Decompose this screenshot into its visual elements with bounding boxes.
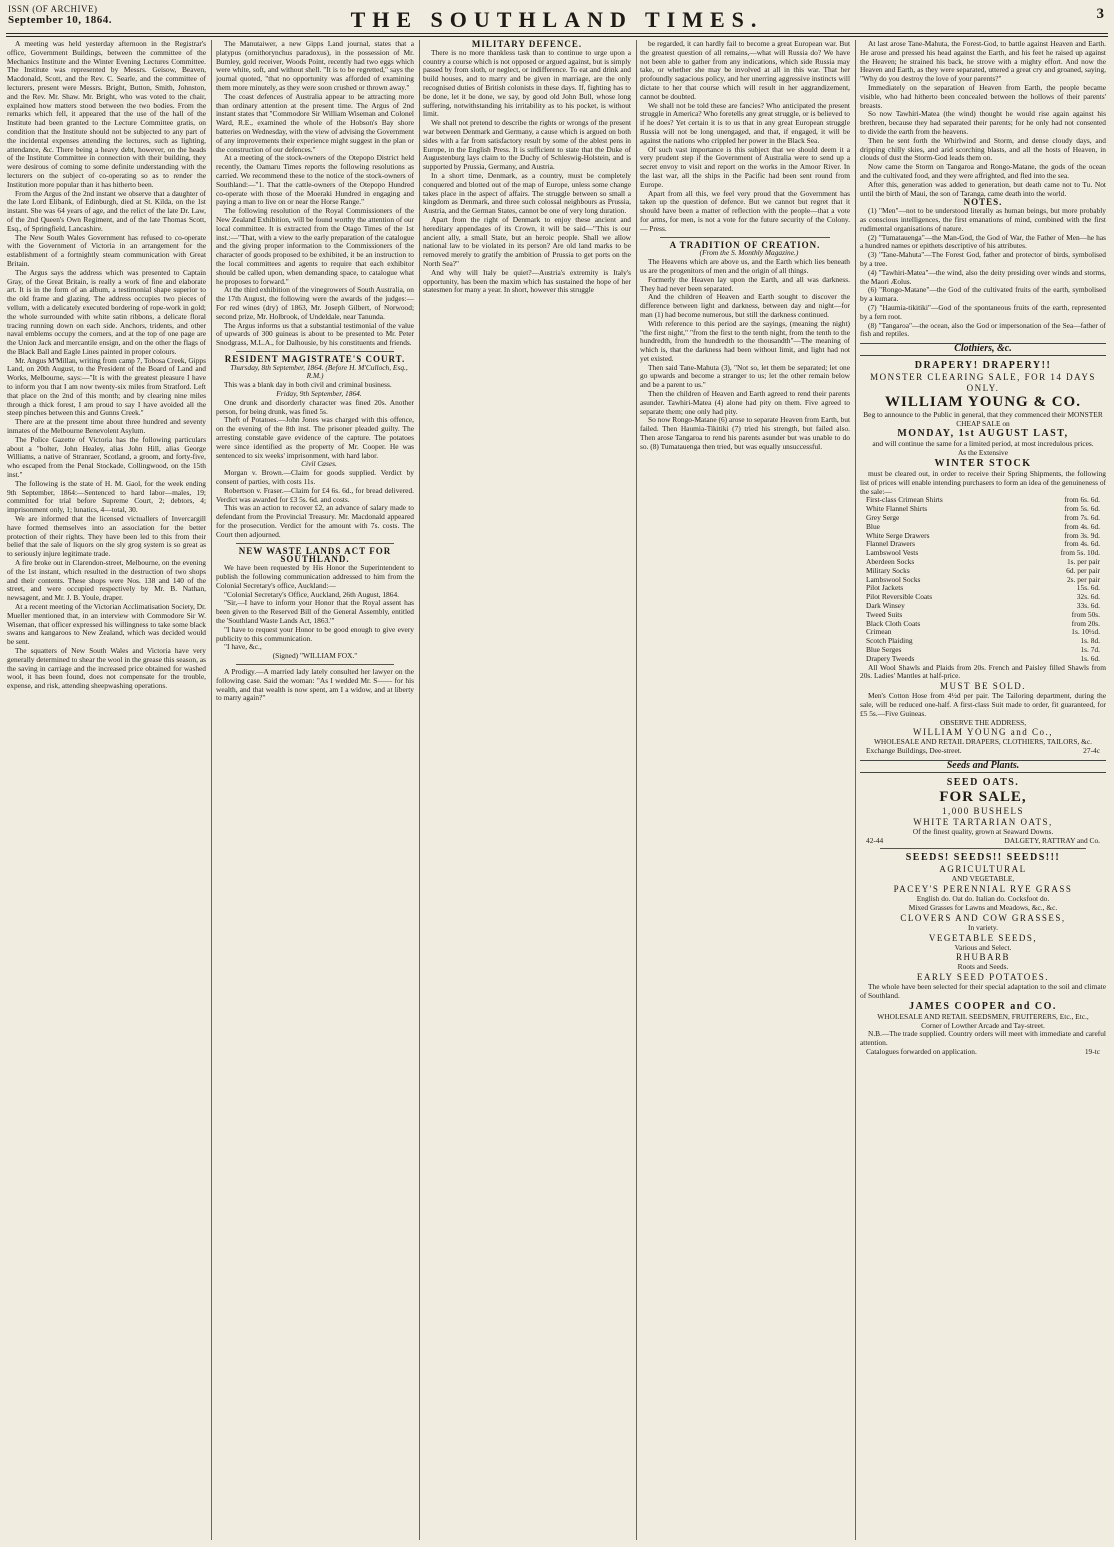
ad-reference: 27-4c	[1083, 746, 1100, 756]
article-paragraph: We shall not pretend to describe the rights or wrongs of the present war between Denmark and Germany, a cause which is argued on both sides with a far from satisfactory result by some of the ablest pens in Europe, in the English Press. It is sufficient to state that the Duke of Augustenburg lays claim to the Duchy of Schleswig-Holstein, and is supported by Prussia, Germany, and Austria.	[423, 118, 631, 172]
news-paragraph: At the third exhibition of the vinegrowers of South Australia, on the 17th August, the following were the awards of the judges:—For red wines (dry) of 1863, Mr. Joseph Gilbert, of Norwood; second prize, Mr. Holbrook, of Undeldale, near Tanunda.	[216, 285, 414, 321]
column-3	[423, 40, 631, 1540]
article-paragraph: And why will Italy be quiet?—Austria's extremity is Italy's opportunity, has been the maxim which has sustained the hope of her statesmen for many a year. In short, however this struggle	[423, 267, 631, 295]
article-paragraph: Then said Tane-Mahuta (3), "Not so, let them be separated; let one go upwards and become a stranger to us; let the other remain below and be a parent to us."	[640, 362, 850, 390]
price-item-price: from 20s.	[1071, 618, 1100, 628]
price-item-price: from 5s. 10d.	[1060, 548, 1100, 558]
price-item-price: from 4s. 6d.	[1064, 539, 1100, 549]
note: (7) "Haumia-tikitiki"—God of the spontaneous fruits of the earth, represented by a fern root.	[860, 302, 1106, 321]
ad-headline: DRAPERY! DRAPERY!!	[914, 359, 1052, 371]
news-paragraph: A fire broke out in Clarendon-street, Melbourne, on the evening of the 1st instant, which resulted in the destruction of two shops and their contents. These shops were Nos. 138 and 140 of the street, and were occupied respectively by Mr. B. Nathan, newsagent, and Mr. J. B. Youle, draper.	[7, 558, 206, 603]
news-paragraph: From the Argus of the 2nd instant we observe that a daughter of the late Lord Elibank, of Edinburgh, died at St. Kilda, on the 1st instant. She was 64 years of age, and the relict of the late Dr. Law, of the 2nd Queen's Own Regiment, and of the late Thomas Scott, Esq., of Springfield, Lancashire.	[7, 188, 206, 233]
ad-date: MONDAY, 1st AUGUST LAST,	[897, 428, 1069, 440]
price-item-price: 33s. 6d.	[1076, 601, 1100, 611]
section-subheading: Friday, 9th September, 1864.	[276, 389, 362, 399]
masthead-rule	[6, 33, 1108, 37]
ad-text: and will continue the same for a limited period, at most incredulous prices.	[872, 439, 1094, 449]
section-heading: NEW WASTE LANDS ACT FOR SOUTHLAND.	[238, 545, 392, 565]
news-paragraph: Theft of Potatoes.—John Jones was charged with this offence, on the evening of the 8th inst. The prisoner pleaded guilty. The arresting constable gave evidence of the capture. The potatoes were since identified as the property of Mr. Cooper. He was sentenced to six weeks' imprisonment, with hard labor.	[216, 415, 414, 460]
ad-catalogue: Catalogues forwarded on application.	[866, 1046, 977, 1056]
news-paragraph: The coast defences of Australia appear to be attracting more than ordinary attention at the present time. The Argus of 2nd instant states that "Commodore Sir William Wiseman and Colonel Ward, R.E., examined the whole of the Hobson's Bay shore batteries on Wednesday, with the view of advising the Government of any improvements their experience might suggest in the plan or the construction of our defences."	[216, 91, 414, 154]
ad-text: All Wool Shawls and Plaids from 20s. French and Paisley filled Shawls from 20s. Ladies' Mantles at half-price.	[860, 662, 1106, 681]
ad-text: Men's Cotton Hose from 4½d per pair. The Tailoring department, during the sale, will be reduced one-half. A first-class Suit made to order, fit guaranteed, for £5 5s.—Five Guineas.	[860, 691, 1106, 718]
news-paragraph: Mr. Angus M'Millan, writing from camp 7, Tobosa Creek, Gipps Land, on 20th August, to the President of the Board of Land and Works, Melbourne, says:—"It is with the greatest pleasure I have to inform you that I am now twenty-six miles from Stratford. Left that place on the 2nd of this month; and by clearing nine miles through a thick forest, I am proud to say I have avoided all the steep pinches between this and Gunns Creek."	[7, 355, 206, 418]
price-item-name: Flannel Drawers	[866, 539, 916, 549]
article-paragraph: There is no more thankless task than to continue to urge upon a country a course which is not opposed or argued against, but is simply passed by from sloth, or neglect, or indifference. To eat and drink and build houses, and to marry and be given in marriage, are the only recognised duties of British colonists in these days. If, fighting has to be done, let it be done, we say, by good old John Bull, whose long suffering, notwithstanding his irritability as to his pocket, is without limit.	[423, 47, 631, 119]
note: (1) "Men"—not to be understood literally as human beings, but more probably as conscious intelligences, the first emanations of mind, combined with the first rudimental organisations of nature.	[860, 206, 1106, 233]
news-paragraph: The squatters of New South Wales and Victoria have very generally determined to shear the wool in the grease this season, as the saving in carriage and the increased price obtained for washed wool, it has been found, does not compensate for the trouble, expense, and risk, attending sheepwashing operations.	[7, 645, 206, 691]
ad-line: Various and Select.	[954, 942, 1012, 952]
section-heading: RESIDENT MAGISTRATE'S COURT.	[224, 353, 406, 364]
article-paragraph: The Heavens which are above us, and the Earth which lies beneath us are the progenitors of men and the origin of all things.	[640, 257, 850, 275]
ad-reference: 19-tc	[1084, 1046, 1100, 1056]
news-paragraph: The Argus says the address which was presented to Captain Gray, of the Great Britain, is really a work of fine and elaborate art. It is in the form of an album, a testimonial shape superior to the old frame and glazing. The address occupies two pieces of vellum, with a delicately executed bordering of rope-work in gold; the whole surrounded with white satin ribbons, a delicate floral tracing running down on each side. Anchors, tridents, and other naval emblems occupy the corners, and at the top of one page are the Union Jack and mercantile ensign, and on the other the flags of the Black Ball and Eagle Lines painted in proper colours.	[7, 267, 206, 356]
newspaper-title: THE SOUTHLAND TIMES.	[350, 7, 764, 32]
ad-address: Corner of Lowther Arcade and Tay-street.	[921, 1020, 1045, 1030]
ad-firm-name-small: DALGETY, RATTRAY and Co.	[1004, 835, 1100, 845]
article-paragraph: Apart from all this, we feel very proud that the Government has taken up the question of defence. But we cannot but regret that it should have been a matter of reflection with the people—that a vote for arms, for men, is not a vote for the future security of the Colony. — Press.	[640, 188, 850, 233]
ad-category-clothiers: Clothiers, &c.	[860, 343, 1106, 356]
news-paragraph: We are informed that the licensed victuallers of Invercargill have formed themselves into an association for the better protection of their rights. They have been led to this from their belief that the sale of liquors on the sly grog system is so great as to seriously injure legitimate trade.	[7, 514, 206, 559]
signature-line: (Signed) "WILLIAM FOX."	[272, 651, 358, 661]
price-item-price: 32s. 6d.	[1076, 592, 1100, 602]
news-paragraph: A Prodigy.—A married lady lately consulted her lawyer on the following case. Said the woman: "As I wedded Mr. S—— for his wealth, and that wealth is now spent, am I a widow, and at liberty to marry again?"	[216, 666, 414, 703]
column-divider	[855, 40, 856, 1540]
ad-line: Mixed Grasses for Lawns and Meadows, &c., &c.	[908, 902, 1058, 912]
price-item-name: Crimean	[866, 627, 892, 637]
ad-line: Roots and Seeds.	[957, 962, 1009, 972]
news-paragraph: Morgan v. Brown.—Claim for goods supplied. Verdict by consent of parties, with costs 11s.	[216, 468, 414, 487]
news-paragraph: There are at the present time about three hundred and seventy inmates of the Melbourne Benevolent Asylum.	[7, 417, 206, 436]
ad-address: Exchange Buildings, Dee-street.	[866, 746, 962, 756]
ad-firm-row	[860, 837, 1106, 846]
note: (4) "Tawhiri-Matea"—the wind, also the deity presiding over winds and storms, the Maori Æolus.	[860, 267, 1106, 286]
news-paragraph: At a meeting of the stock-owners of the Otepopo District held recently, the Oamaru Times reports the following resolutions as carried. We recommend these to the notice of the stock-owners of Southland:—"1. That the cattle-owners of the Otepopo Hundred co-operate with those of the Moeraki Hundred in engaging and paying a man to live on or near the Horse Range."	[216, 153, 414, 207]
section-subheading: Civil Cases.	[301, 459, 337, 469]
ad-firm-name-small: WILLIAM YOUNG and Co.,	[913, 727, 1053, 738]
price-row	[860, 620, 1106, 629]
news-paragraph: The Argus informs us that a substantial testimonial of the value of upwards of 300 guineas is about to be presented to Mr. Peter Snodgrass, M.L.A., for Dalhousie, by his constituents and friends.	[216, 320, 414, 348]
page-number: 3	[1096, 6, 1104, 22]
news-paragraph: We have been requested by His Honor the Superintendent to publish the following communication addressed to him from the Colonial Secretary's office, Auckland:—	[216, 563, 414, 590]
article-heading: A TRADITION OF CREATION.	[669, 239, 821, 250]
news-paragraph: "Colonial Secretary's Office, Auckland, 26th August, 1864.	[224, 589, 399, 599]
issue-date: September 10, 1864.	[8, 14, 113, 26]
ad-line: CLOVERS AND COW GRASSES,	[900, 912, 1066, 923]
article-paragraph: Apart from the right of Denmark to enjoy these ancient and hereditary appendages of its Crown, it will be said—"This is our ancient ally, a small State, but an heroic people. Shall we allow national law to be violated in its person? Are old land marks to be removed merely to gratify the ambition of Prussia to get ports on the North Sea?"	[423, 214, 631, 268]
price-item-price: 6d. per pair	[1066, 565, 1100, 575]
article-paragraph: be regarded, it can hardly fail to become a great European war. But the greatest question of all remains,—what will Russia do? We have not been able to gather from any indications, which side Russia may take, or whether she may be involved at all in this war. That her profoundly sagacious policy, and her unerring aggressive instincts will dictate to her that course which will result in her aggrandizement, cannot be doubted.	[640, 40, 850, 101]
ad-catalogue-row	[860, 1048, 1106, 1057]
news-paragraph: This was a blank day in both civil and criminal business.	[224, 380, 392, 390]
price-item-price: 15s. 6d.	[1076, 583, 1100, 593]
article-paragraph: So now Rongo-Matane (6) arose to separate Heaven from Earth, but failed. Then Haumia-Tikitiki (7) tried his strength, but failed also. Then arose Tangaroa to rend his parents asunder but was unable to do so. (8) Tumatauenga then tried, but was equally unsuccessful.	[640, 415, 850, 451]
section-rule	[236, 664, 394, 665]
seeds-advertisement	[860, 852, 1106, 1056]
ad-line: AND VEGETABLE,	[951, 874, 1015, 884]
ad-headline: SEED OATS.	[946, 776, 1020, 788]
price-item-name: Pilot Reversible Coats	[866, 592, 933, 602]
article-paragraph: In a short time, Denmark, as a country, must be completely conquered and blotted out of the map of Europe, unless some change takes place in the aspect of affairs. The struggle between so small a kingdom as Denmark, and three such colossal neighbours as Prussia, Austria, and the German States, cannot be one of very long duration.	[423, 170, 631, 216]
column-divider	[636, 40, 637, 1540]
section-rule	[880, 848, 1086, 849]
price-item-name: Aberdeen Socks	[866, 557, 915, 567]
news-paragraph: The Manutaiwer, a new Gipps Land journal, states that a platypus (ornithorynchus paradoxus), in the possession of Mr. Bumley, gold receiver, Woods Point, recently had two eggs which were white, soft, and without shell. "It is to be regretted," says the journal quoted, "that no opportunity was afforded of examining them more minutely, as they were soon crushed or thrown away."	[216, 40, 414, 92]
ad-line: VEGETABLE SEEDS,	[928, 932, 1038, 943]
price-item-price: 2s. per pair	[1066, 574, 1100, 584]
ad-text: As the Extensive	[957, 448, 1009, 458]
price-item-price: from 3s. 9d.	[1064, 530, 1100, 540]
article-paragraph: And the children of Heaven and Earth sought to discover the difference between light and darkness, between day and night—for man (1) had become numerous, but still the darkness continued.	[640, 292, 850, 319]
price-item-name: Lambswool Socks	[866, 574, 921, 584]
price-item-price: from 50s.	[1071, 609, 1100, 619]
news-paragraph: The following resolution of the Royal Commissioners of the New Zealand Exhibition, will be found worthy the attention of our local committee. It is extracted from the Otago Times of the 1st inst.:—"That, with a view to the early preparation of the catalogue and the giving proper information to the Commissioners of the character of goods proposed to be exhibited, it be an instruction to the local committees and agents to require that each exhibitor should be called upon, when demanding space, to catalogue what he proposes to forward."	[216, 206, 414, 286]
section-rule	[236, 351, 394, 352]
article-paragraph: With reference to this period are the sayings, (meaning the night) "the first night," "from the first to the tenth night, from the tenth to the hundredth, from the hundredth to the thousandth"—The meaning of which is, that the darkness had been without limit, and light had not yet existed.	[640, 318, 850, 363]
ad-product: WHITE TARTARIAN OATS,	[913, 816, 1053, 827]
price-item-name: White Serge Drawers	[866, 530, 930, 540]
note: (2) "Tumatauenga"—the Man-God, the God of War, the Father of Men—he has a hundred names or epithets descriptive of his attributes.	[860, 232, 1106, 251]
column-1	[7, 40, 206, 1540]
ad-subheadline: MONSTER CLEARING SALE, FOR 14 DAYS ONLY.	[870, 371, 1096, 393]
article-source: (From the S. Monthly Magazine.)	[699, 248, 799, 258]
ad-address-row	[860, 747, 1106, 756]
ad-firm-description: WHOLESALE AND RETAIL DRAPERS, CLOTHIERS, TAILORS, &c.	[873, 737, 1093, 747]
news-paragraph: "Sir,—I have to inform your Honor that the Royal assent has been given to the Reserved Bill of the General Assembly, entitled the 'Southland Waste Lands Act, 1863.'"	[216, 598, 414, 625]
news-paragraph: The New South Wales Government has refused to co-operate with the Government of Victoria in an arrangement for the establishment of a fortnightly steam communication with Great Britain.	[7, 232, 206, 268]
news-paragraph: This was an action to recover £2, an advance of salary made to defendant from the Provincial Treasury. Mr. Macdonald appeared for the prosecution. Verdict for the amount with 7s. costs. The Court then adjourned.	[216, 503, 414, 539]
article-paragraph: Now came the Storm on Tangaroa and Rongo-Matane, the gods of the ocean and the cultivated food, and they were affrighted, and fled into the sea.	[860, 162, 1106, 180]
price-item-name: Tweed Suits	[866, 609, 903, 619]
news-paragraph: One drunk and disorderly character was fined 20s. Another person, for being drunk, was fined 5s.	[216, 397, 414, 416]
price-item-name: Pilot Jackets	[866, 583, 904, 593]
ad-text: The whole have been selected for their special adaptation to the soil and climate of Southland.	[860, 982, 1106, 1000]
price-item-price: from 4s. 6d.	[1064, 521, 1100, 531]
ad-headline: SEEDS! SEEDS!! SEEDS!!!	[905, 852, 1061, 864]
section-rule	[236, 543, 394, 544]
ad-must-be-sold: MUST BE SOLD.	[939, 681, 1027, 692]
price-item-price: from 7s. 6d.	[1064, 513, 1100, 523]
price-item-name: Blue Serges	[866, 645, 902, 655]
news-paragraph: A meeting was held yesterday afternoon in the Registrar's office, Government Buildings, between the committee of the Mechanics Institute and the Winter Evening Lectures Committee. The Institute was represented by Messrs. Geisow, Beaven, Macdonald, Scott, and the Rev. C. Searle, and the committee of lecturers, present were Messrs. Bright, Button, Smith, Johnston, and the Rev. Mr. Shaw. Mr. Bright, who was voted to the chair, explained how matters stood between the two bodies. From the remarks which fell, it appeared that the use of the hall of the Institute had been granted to the Lecture Committee gratis, on condition that the Institute should not be subjected to any part of the incidental expenses attending the lectures, such as lighting, attendance, &c. There being a heavy debt, however, on the heads of the Institute Committee in connection with their building, they were desirous of coming to some definite understanding with the lecturers on the subject of co-operating so as to render the Institution more popular than it has hitherto been.	[7, 40, 206, 189]
news-paragraph: Robertson v. Fraser.—Claim for £4 6s. 6d., for bread delivered. Verdict was awarded for £3 5s. 6d. and costs.	[216, 485, 414, 504]
ad-firm-description: WHOLESALE AND RETAIL SEEDSMEN, FRUITERERS, Etc., Etc.,	[877, 1011, 1089, 1021]
price-item-name: First-class Crimean Shirts	[866, 495, 943, 505]
ad-line: AGRICULTURAL	[939, 864, 1027, 875]
price-item-price: 1s. 7d.	[1080, 645, 1100, 655]
ad-line: EARLY SEED POTATOES.	[916, 972, 1050, 983]
print-price-list	[860, 628, 1106, 663]
article-paragraph: Formerly the Heaven lay upon the Earth, and all was darkness. They had never been separated.	[640, 274, 850, 293]
drapery-advertisement	[860, 360, 1106, 756]
column-4	[640, 40, 850, 1540]
column-divider	[419, 40, 420, 1540]
article-paragraph: So now Tawhiri-Matea (the wind) thought he would rise again against his brethren, because they had separated their parents; for he only had not consented to divide the earth from the heavens.	[860, 109, 1106, 136]
notes-heading: NOTES.	[963, 197, 1003, 208]
ad-firm-name: JAMES COOPER and CO.	[909, 1000, 1057, 1012]
article-heading: MILITARY DEFENCE.	[471, 40, 583, 49]
price-item-name: Blue	[866, 521, 880, 531]
price-item-price: from 5s. 6d.	[1064, 504, 1100, 514]
note: (3) "Tane-Mahuta"—The Forest God, father and protector of birds, symbolised by a tree.	[860, 250, 1106, 268]
ad-reference: 42-44	[866, 835, 884, 845]
ad-stock-heading: WINTER STOCK	[934, 458, 1032, 470]
ad-line: RHUBARB	[955, 952, 1010, 963]
article-paragraph: Of such vast importance is this subject that we should deem it a very prudent step if the Government of Australia were to send up a secret envoy to visit and report on the works in the Amoor River. In the last war, all the ships in the Pacific had been sent round from Europe.	[640, 144, 850, 189]
article-paragraph: After this, generation was added to generation, but death came not to Tu. Not until the birth of Maui, the son of Taranga, came death into the world.	[860, 179, 1106, 198]
news-paragraph: "I have to request your Honor to be good enough to give every publicity to this communication.	[216, 624, 414, 643]
price-item-price: 1s. per pair	[1066, 557, 1100, 567]
price-item-name: Scotch Plaiding	[866, 636, 913, 646]
ad-firm-name: WILLIAM YOUNG & CO.	[885, 393, 1081, 410]
seed-oats-advertisement	[860, 777, 1106, 846]
news-paragraph: The following is the state of H. M. Gaol, for the week ending 9th September, 1864:—Sentenced to hard labor—males, 19; committed for trial before Supreme Court, 2; debtors, 4; imprisonment only, 1; lunatics, 4—total, 30.	[7, 478, 206, 515]
ad-line: English do. Oat do. Italian do. Cocksfoot do.	[916, 894, 1050, 904]
price-item-name: Grey Serge	[866, 513, 900, 523]
price-item-name: White Flannel Shirts	[866, 504, 928, 514]
price-item-price: from 6s. 6d.	[1064, 495, 1100, 505]
ad-text: Beg to announce to the Public in general, that they commenced their MONSTER CHEAP SALE on	[863, 409, 1103, 428]
ad-text: Of the finest quality, grown at Seaward Downs.	[912, 826, 1054, 836]
price-list	[860, 496, 1106, 628]
news-paragraph: "I have, &c.,	[224, 642, 262, 652]
masthead	[0, 0, 1114, 40]
article-paragraph: We shall not be told these are fancies? Who anticipated the present struggle in America? Who foretells any great struggle, or is believed to if he does? Yet certain it is to us that in any great European struggle Russia will not be long unengaged, and that, if engaged, it will be against the nations who crippled her power in the Black Sea.	[640, 100, 850, 145]
note: (6) "Rongo-Matane"—the God of the cultivated fruits of the earth, symbolised by a kumara.	[860, 285, 1106, 304]
ad-observe: OBSERVE THE ADDRESS,	[939, 717, 1027, 727]
price-item-price: 1s. 8d.	[1080, 636, 1100, 646]
price-item-price: 1s. 6d.	[1080, 653, 1100, 663]
ad-category-seeds: Seeds and Plants.	[860, 760, 1106, 773]
column-2	[216, 40, 414, 1540]
price-item-name: Lambswool Vests	[866, 548, 919, 558]
article-paragraph: Then he sent forth the Whirlwind and Storm, and dense cloudy days, and dripping chilly skies, and arid scorching blasts, and all the hosts of Heaven, in clouds of dust the Storm-God leads them on.	[860, 135, 1106, 163]
price-item-price: 1s. 10½d.	[1071, 627, 1100, 637]
news-paragraph: The Police Gazette of Victoria has the following particulars about a "bolter, John Healey, alias John Hill, alias George Williams, a native of Stranraer, Scotland, a groom, and forty-five, who escaped from the Penal Stockade, Collingwood, on the 15th inst."	[7, 434, 206, 480]
section-subheading: Thursday, 8th September, 1864. (Before H. M'Culloch, Esq., R.M.)	[230, 362, 408, 381]
price-item-name: Dark Winsey	[866, 601, 905, 611]
ad-quantity: 1,000 BUSHELS	[941, 805, 1024, 816]
price-item-name: Military Socks	[866, 565, 910, 575]
price-item-name: Black Cloth Coats	[866, 618, 921, 628]
ad-line: In variety.	[968, 922, 998, 932]
masthead-left-line: ISSN (OF ARCHIVE)	[8, 4, 98, 14]
section-rule	[660, 237, 830, 238]
news-paragraph: At a recent meeting of the Victorian Acclimatisation Society, Dr. Mueller mentioned that, in an interview with Commodore Sir W. Wiseman, that officer expressed his willingness to take some black swans and kangaroos to New Zealand, which was decided would be sent.	[7, 602, 206, 647]
article-paragraph: Then the children of Heaven and Earth agreed to rend their parents asunder. Tawhiri-Matea (4) alone had pity on them. Five agreed to separate them; one only had pity.	[640, 389, 850, 416]
column-divider	[211, 40, 212, 1540]
article-paragraph: Immediately on the separation of Heaven from Earth, the people became visible, who had hitherto been concealed between the hollows of their parents' breasts.	[860, 82, 1106, 110]
ad-text: N.B.—The trade supplied. Country orders will meet with immediate and careful attention.	[860, 1029, 1106, 1048]
article-paragraph: At last arose Tane-Mahuta, the Forest-God, to battle against Heaven and Earth. He arose and pressed his head against the Earth, and his feet he raised up against the Heaven; he strained his back, he strove with a mighty effort. And now the Heaven and Earth, as they were separated, uttered a great cry and groaned, saying, "Why do you destroy the love of your parents?"	[860, 40, 1106, 84]
note: (8) "Tangaroa"—the ocean, also the God or impersonation of the Sea—father of fish and reptiles.	[860, 320, 1106, 339]
ad-text: must be cleared out, in order to receive their Spring Shipments, the following list of prices will enable intending purchasers to form an idea of the genuineness of the sale:—	[860, 469, 1106, 496]
ad-line: PACEY'S PERENNIAL RYE GRASS	[893, 884, 1073, 895]
column-5	[860, 40, 1106, 1540]
price-item-name: Drapery Tweeds	[866, 653, 915, 663]
ad-for-sale: FOR SALE,	[939, 788, 1027, 805]
